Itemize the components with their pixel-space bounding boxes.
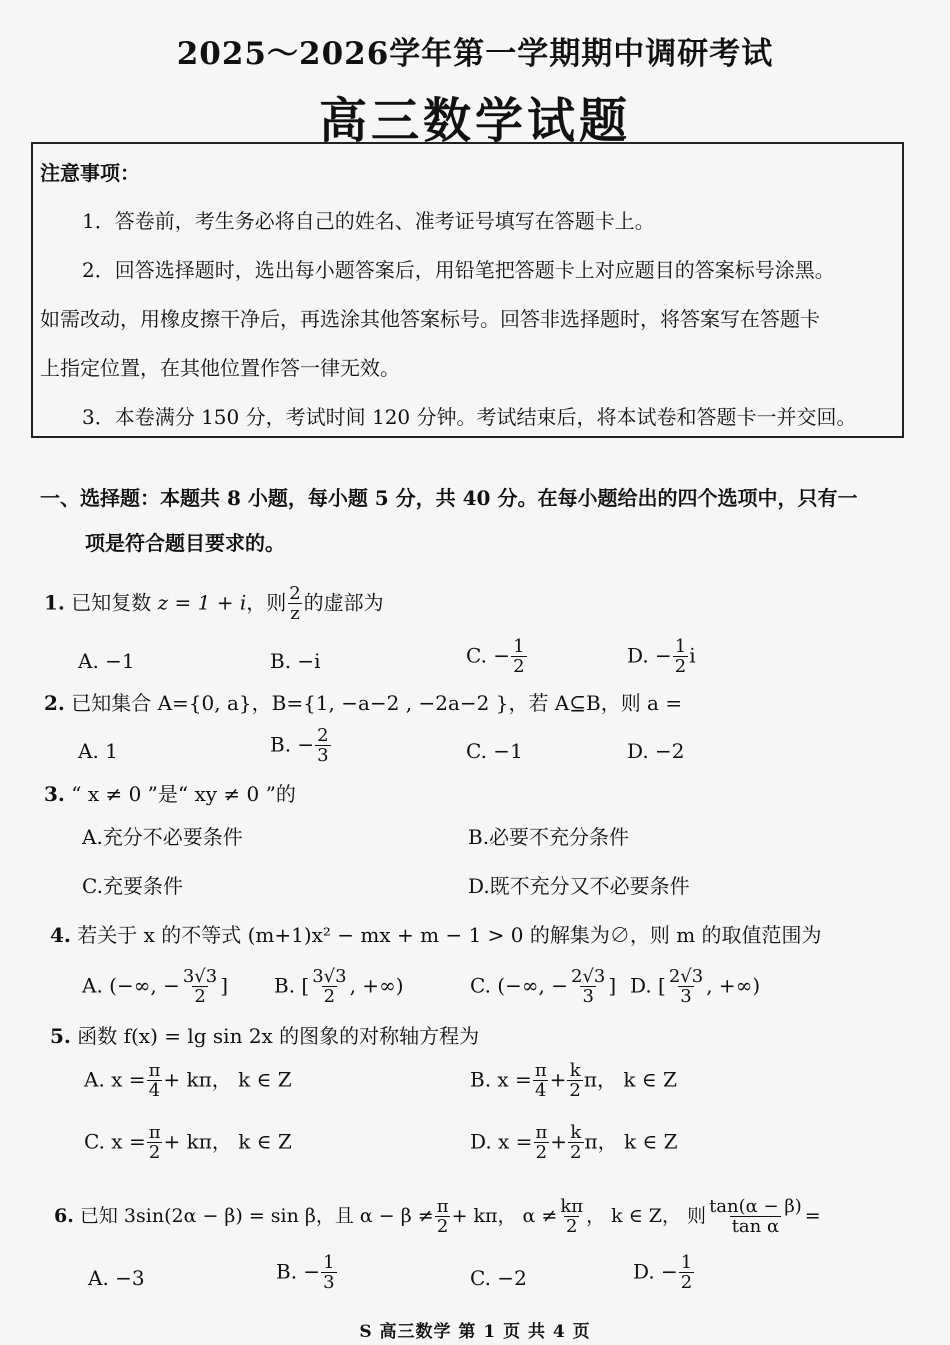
- q5-option-a: [84, 1062, 292, 1100]
- fraction-numerator: π: [535, 1122, 548, 1143]
- option-label: B. [: [274, 973, 310, 998]
- fraction-denominator: 3: [680, 986, 692, 1007]
- fraction: [511, 638, 526, 676]
- notice-item-2-line-1: 2．回答选择题时，选出每小题答案后，用铅笔把答题卡上对应题目的答案标号涂黑。: [82, 258, 835, 282]
- fraction-denominator: 3: [582, 986, 594, 1007]
- option-label: A. (−∞, −: [82, 973, 180, 998]
- fraction-denominator: 2: [674, 656, 687, 677]
- q2-option-b: [270, 727, 332, 765]
- fraction: [310, 968, 348, 1006]
- fraction-denominator: 2: [570, 1142, 582, 1163]
- fraction-numerator: k: [569, 1060, 581, 1081]
- fraction-numerator: 2√3: [668, 966, 704, 987]
- fraction-denominator: z: [290, 603, 300, 624]
- operator: +: [550, 1129, 568, 1154]
- question-number: 5.: [50, 1024, 71, 1048]
- option-label: D. −: [633, 1259, 678, 1284]
- fraction: [321, 1254, 336, 1292]
- option-label: B. x =: [470, 1067, 532, 1092]
- question-number: 6.: [54, 1205, 74, 1227]
- fraction: [569, 968, 607, 1006]
- question-number: 3.: [44, 782, 65, 806]
- fraction-denominator: 3: [323, 1272, 335, 1293]
- option-label: B. −: [276, 1259, 321, 1284]
- fraction-denominator: 2: [569, 1080, 581, 1101]
- question-number: 2.: [44, 691, 65, 715]
- q2-option-a: A. 1: [78, 739, 118, 763]
- question-3: [44, 781, 296, 807]
- q1-option-d: [627, 638, 696, 676]
- question-5: [50, 1023, 479, 1049]
- fraction-numerator: 1: [513, 636, 525, 657]
- question-number: 4.: [50, 923, 71, 947]
- question-4: [50, 922, 822, 948]
- fraction: [568, 1124, 583, 1162]
- question-text: =: [804, 1205, 821, 1227]
- fraction: [533, 1062, 549, 1100]
- fraction: [679, 1254, 694, 1292]
- fraction-numerator: π: [436, 1196, 449, 1217]
- option-label: B. −: [270, 732, 315, 757]
- q5-option-b: [470, 1062, 677, 1100]
- fraction-denominator: 2: [513, 656, 525, 677]
- notice-item-3: 3．本卷满分 150 分，考试时间 120 分钟。考试结束后，将本试卷和答题卡一并交回。: [82, 405, 857, 429]
- notice-item-1: 1．答卷前，考生务必将自己的姓名、准考证号填写在答题卡上。: [82, 209, 655, 233]
- fraction-numerator: k: [570, 1122, 582, 1143]
- question-text: 已知复数: [71, 590, 152, 615]
- fraction-numerator: 1: [323, 1252, 335, 1273]
- fraction: [567, 1062, 582, 1100]
- section-1-heading-line-1: 一、选择题：本题共 8 小题，每小题 5 分，共 40 分。在每小题给出的四个选项中，只有一: [40, 486, 858, 510]
- question-text: ， k ∈ Z， 则: [586, 1205, 707, 1227]
- fraction-denominator: 3: [317, 745, 329, 766]
- operator: +: [549, 1067, 567, 1092]
- math-expr: z = 1 + i: [157, 590, 247, 615]
- option-label: C. (−∞, −: [470, 973, 568, 998]
- question-6: [54, 1198, 821, 1236]
- q2-option-d: D. −2: [627, 739, 685, 763]
- q3-option-b: B.必要不充分条件: [468, 825, 630, 849]
- fraction: [707, 1198, 804, 1236]
- question-text: + kπ， α ≠: [451, 1205, 558, 1227]
- fraction-numerator: 2: [317, 725, 329, 746]
- fraction: [147, 1124, 163, 1162]
- q6-option-a: A. −3: [88, 1266, 145, 1290]
- fraction-denominator: 2: [680, 1272, 693, 1293]
- fraction-numerator: 2: [289, 583, 301, 604]
- option-suffix: + kπ， k ∈ Z: [163, 1129, 292, 1154]
- question-text: 已知 3sin(2α − β) = sin β，且 α − β ≠: [79, 1205, 434, 1227]
- q4-option-c: [470, 968, 616, 1006]
- option-suffix: ]: [608, 973, 617, 998]
- fraction: [667, 968, 705, 1006]
- question-text: 若关于 x 的不等式 (m+1)x² − mx + m − 1 > 0 的解集为∅，则 m 的取值范围为: [77, 923, 822, 947]
- fraction-numerator: 1: [674, 636, 687, 657]
- q4-option-d: [630, 968, 760, 1006]
- notice-item-2-line-3: 上指定位置，在其他位置作答一律无效。: [40, 356, 400, 380]
- q1-option-a: A. −1: [78, 649, 135, 673]
- fraction-denominator: 2: [566, 1216, 578, 1237]
- fraction-denominator: 2: [194, 986, 206, 1007]
- question-text: ，则: [246, 590, 287, 615]
- fraction-denominator: 2: [323, 986, 336, 1007]
- option-suffix: π， k ∈ Z: [584, 1129, 678, 1154]
- fraction-denominator: 2: [535, 1142, 548, 1163]
- fraction: [147, 1062, 163, 1100]
- option-label: C. x =: [84, 1129, 146, 1154]
- question-text: 已知集合 A={0, a}，B={1, −a−2 , −2a−2 }，若 A⊆B，则 a =: [71, 691, 683, 715]
- fraction-denominator: 2: [148, 1142, 161, 1163]
- question-text: 函数 f(x) = lg sin 2x 的图象的对称轴方程为: [77, 1024, 480, 1048]
- fraction: [287, 585, 302, 623]
- fraction: [558, 1198, 585, 1236]
- option-suffix: i: [689, 643, 696, 668]
- q1-option-b: B. −i: [270, 649, 321, 673]
- fraction-numerator: kπ: [560, 1196, 584, 1217]
- option-suffix: , +∞): [706, 973, 761, 998]
- fraction-denominator: 4: [148, 1080, 161, 1101]
- fraction: [315, 727, 330, 765]
- q3-option-d: D.既不充分又不必要条件: [468, 874, 690, 898]
- question-number: 1.: [44, 590, 65, 615]
- option-label: D. x =: [470, 1129, 533, 1154]
- fraction: [673, 638, 688, 676]
- fraction-numerator: π: [148, 1060, 161, 1081]
- fraction-numerator: 3√3: [182, 966, 218, 987]
- subject-title: 高三数学试题: [318, 93, 631, 149]
- q2-option-c: C. −1: [466, 739, 523, 763]
- fraction: [435, 1198, 451, 1236]
- option-suffix: ]: [220, 973, 229, 998]
- q1-option-c: [466, 638, 528, 676]
- fraction-denominator: tan α: [731, 1216, 780, 1237]
- notice-heading: 注意事项：: [40, 161, 140, 185]
- exam-title: 2025～2026学年第一学期期中调研考试: [176, 36, 774, 72]
- option-suffix: , +∞): [349, 973, 404, 998]
- fraction-numerator: 3√3: [312, 966, 347, 987]
- q6-option-b: [276, 1254, 338, 1292]
- notice-item-2-line-2: 如需改动，用橡皮擦干净后，再选涂其他答案标号。回答非选择题时，将答案写在答题卡: [40, 307, 820, 331]
- option-suffix: + kπ， k ∈ Z: [163, 1067, 292, 1092]
- option-label: D. −: [627, 643, 672, 668]
- question-text: 的虚部为: [303, 590, 384, 615]
- fraction-numerator: π: [534, 1060, 547, 1081]
- fraction-numerator: 2√3: [571, 966, 606, 987]
- fraction: [533, 1124, 549, 1162]
- q6-option-d: [633, 1254, 695, 1292]
- option-label: A. x =: [84, 1067, 146, 1092]
- q4-option-b: [274, 968, 404, 1006]
- question-2: [44, 690, 682, 716]
- question-1: [44, 585, 384, 623]
- fraction-numerator: π: [148, 1122, 161, 1143]
- q4-option-a: [82, 968, 228, 1006]
- option-label: C. −: [466, 643, 511, 668]
- q5-option-c: [84, 1124, 292, 1162]
- option-suffix: π， k ∈ Z: [583, 1067, 677, 1092]
- section-1-heading-line-2: 项是符合题目要求的。: [85, 531, 285, 555]
- notice-box: [31, 142, 904, 438]
- q3-option-a: A.充分不必要条件: [82, 825, 243, 849]
- fraction-denominator: 4: [535, 1080, 547, 1101]
- q6-option-c: C. −2: [470, 1266, 527, 1290]
- page-footer: S 高三数学 第 1 页 共 4 页: [359, 1322, 591, 1342]
- q5-option-d: [470, 1124, 678, 1162]
- fraction-denominator: 2: [436, 1216, 449, 1237]
- fraction-numerator: 1: [680, 1252, 693, 1273]
- question-text: “ x ≠ 0 ”是“ xy ≠ 0 ”的: [71, 782, 296, 806]
- option-label: D. [: [630, 973, 666, 998]
- fraction: [181, 968, 219, 1006]
- fraction-numerator: tan(α − β): [709, 1196, 802, 1217]
- q3-option-c: C.充要条件: [82, 874, 183, 898]
